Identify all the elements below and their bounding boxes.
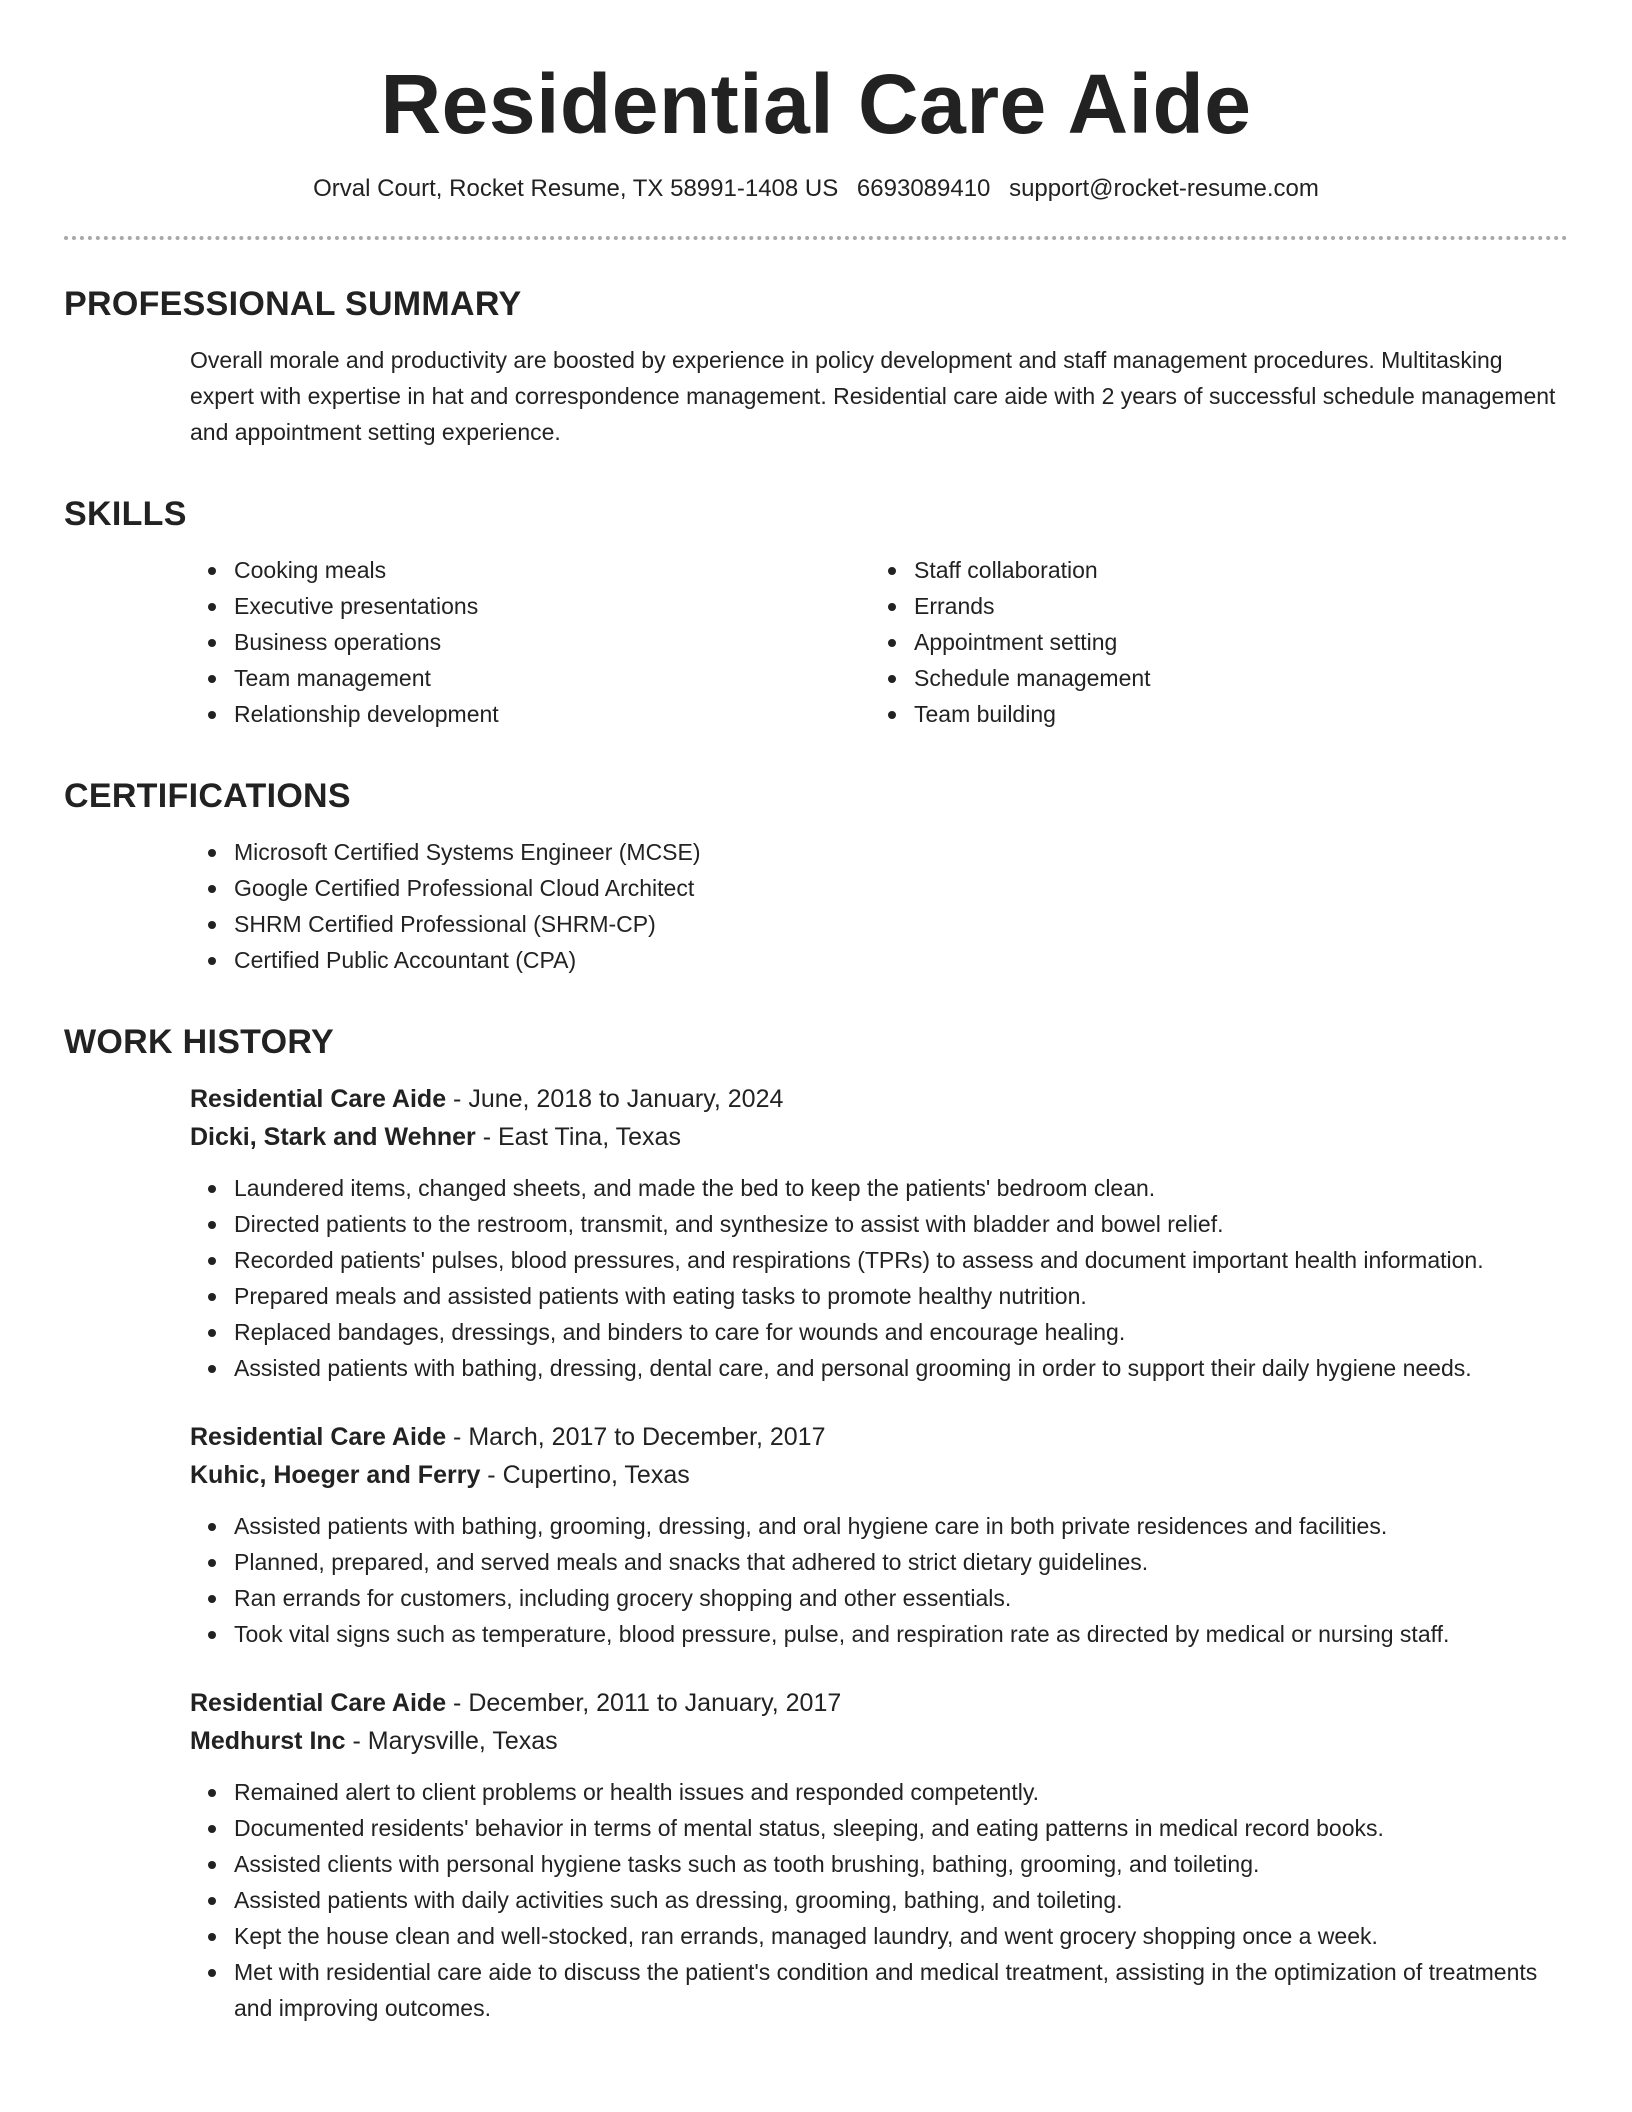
contact-address: Orval Court, Rocket Resume, TX 58991-1408 US xyxy=(313,175,839,202)
skills-list-right xyxy=(870,552,1550,732)
job-location: - Cupertino, Texas xyxy=(480,1461,690,1489)
job-duty: Prepared meals and assisted patients with eating tasks to promote healthy nutrition. xyxy=(234,1278,1568,1314)
skill-item: Relationship development xyxy=(234,696,870,732)
job-company: Kuhic, Hoeger and Ferry xyxy=(190,1461,481,1489)
skills-grid xyxy=(190,552,1568,732)
job-duty: Assisted clients with personal hygiene tasks such as tooth brushing, bathing, grooming, and toileting. xyxy=(234,1846,1568,1882)
job-company-line xyxy=(190,1722,1568,1760)
job-duty: Met with residential care aide to discuss the patient's condition and medical treatment, assisting in the optimization of treatments and improving outcomes. xyxy=(234,1954,1568,2026)
summary-heading: PROFESSIONAL SUMMARY xyxy=(64,285,522,323)
skill-item: Cooking meals xyxy=(234,552,870,588)
work-history-heading: WORK HISTORY xyxy=(64,1023,334,1061)
job-duty: Directed patients to the restroom, transmit, and synthesize to assist with bladder and bowel relief. xyxy=(234,1206,1568,1242)
job-duties xyxy=(190,1170,1568,1386)
skill-item: Staff collaboration xyxy=(914,552,1550,588)
skill-item: Team building xyxy=(914,696,1550,732)
job-company: Medhurst Inc xyxy=(190,1727,346,1755)
job-dates: - March, 2017 to December, 2017 xyxy=(446,1423,826,1451)
job-entry xyxy=(190,1080,1568,1386)
job-duty: Planned, prepared, and served meals and snacks that adhered to strict dietary guidelines. xyxy=(234,1544,1568,1580)
certifications-section xyxy=(190,834,1568,978)
job-duty: Assisted patients with bathing, grooming, dressing, and oral hygiene care in both private residences and facilities. xyxy=(234,1508,1568,1544)
job-duty: Assisted patients with daily activities such as dressing, grooming, bathing, and toileting. xyxy=(234,1882,1568,1918)
certification-item: SHRM Certified Professional (SHRM-CP) xyxy=(234,906,1568,942)
contact-phone: 6693089410 xyxy=(856,175,991,202)
skill-item: Schedule management xyxy=(914,660,1550,696)
skills-column-right xyxy=(870,552,1550,732)
job-role: Residential Care Aide xyxy=(190,1689,447,1717)
skills-section xyxy=(190,552,1568,732)
resume-header xyxy=(64,0,1568,240)
candidate-name: Residential Care Aide xyxy=(380,57,1252,151)
job-duty: Remained alert to client problems or health issues and responded competently. xyxy=(234,1774,1568,1810)
job-role: Residential Care Aide xyxy=(190,1423,447,1451)
job-entry xyxy=(190,1684,1568,2026)
header-divider xyxy=(64,236,1568,240)
job-duty: Assisted patients with bathing, dressing, dental care, and personal grooming in order to support their daily hygiene needs. xyxy=(234,1350,1568,1386)
job-duties xyxy=(190,1774,1568,2026)
job-duty: Ran errands for customers, including grocery shopping and other essentials. xyxy=(234,1580,1568,1616)
summary-section xyxy=(190,342,1568,450)
summary-text: Overall morale and productivity are boosted by experience in policy development and staff management procedures. Multitasking expert with expertise in hat and correspondence management. Residential care aide with 2 years of successful schedule management and appointment setting experience. xyxy=(190,347,1556,445)
job-title-line xyxy=(190,1418,1568,1456)
job-duty: Documented residents' behavior in terms of mental status, sleeping, and eating patterns in medical record books. xyxy=(234,1810,1568,1846)
certifications-list xyxy=(190,834,1568,978)
certification-item: Microsoft Certified Systems Engineer (MCSE) xyxy=(234,834,1568,870)
skill-item: Appointment setting xyxy=(914,624,1550,660)
skills-list-left xyxy=(190,552,870,732)
skills-column-left xyxy=(190,552,870,732)
skill-item: Errands xyxy=(914,588,1550,624)
job-duties xyxy=(190,1508,1568,1652)
certification-item: Certified Public Accountant (CPA) xyxy=(234,942,1568,978)
work-history-section xyxy=(190,1080,1568,2026)
job-dates: - June, 2018 to January, 2024 xyxy=(446,1085,784,1113)
skill-item: Business operations xyxy=(234,624,870,660)
job-title-line xyxy=(190,1080,1568,1118)
job-location: - East Tina, Texas xyxy=(475,1123,681,1151)
certifications-heading: CERTIFICATIONS xyxy=(64,777,351,815)
job-company-line xyxy=(190,1118,1568,1156)
job-entry xyxy=(190,1418,1568,1652)
job-company: Dicki, Stark and Wehner xyxy=(190,1123,476,1151)
job-company-line xyxy=(190,1456,1568,1494)
contact-email[interactable]: support@rocket-resume.com xyxy=(1009,175,1319,202)
contact-line xyxy=(64,172,1568,206)
skill-item: Executive presentations xyxy=(234,588,870,624)
job-location: - Marysville, Texas xyxy=(345,1727,558,1755)
job-duty: Kept the house clean and well-stocked, ran errands, managed laundry, and went grocery shopping once a week. xyxy=(234,1918,1568,1954)
certification-item: Google Certified Professional Cloud Architect xyxy=(234,870,1568,906)
job-duty: Laundered items, changed sheets, and made the bed to keep the patients' bedroom clean. xyxy=(234,1170,1568,1206)
job-role: Residential Care Aide xyxy=(190,1085,447,1113)
job-duty: Replaced bandages, dressings, and binders to care for wounds and encourage healing. xyxy=(234,1314,1568,1350)
job-duty: Recorded patients' pulses, blood pressures, and respirations (TPRs) to assess and document important health information. xyxy=(234,1242,1568,1278)
job-title-line xyxy=(190,1684,1568,1722)
skills-heading: SKILLS xyxy=(64,495,187,533)
skill-item: Team management xyxy=(234,660,870,696)
job-duty: Took vital signs such as temperature, blood pressure, pulse, and respiration rate as directed by medical or nursing staff. xyxy=(234,1616,1568,1652)
job-dates: - December, 2011 to January, 2017 xyxy=(446,1689,842,1717)
